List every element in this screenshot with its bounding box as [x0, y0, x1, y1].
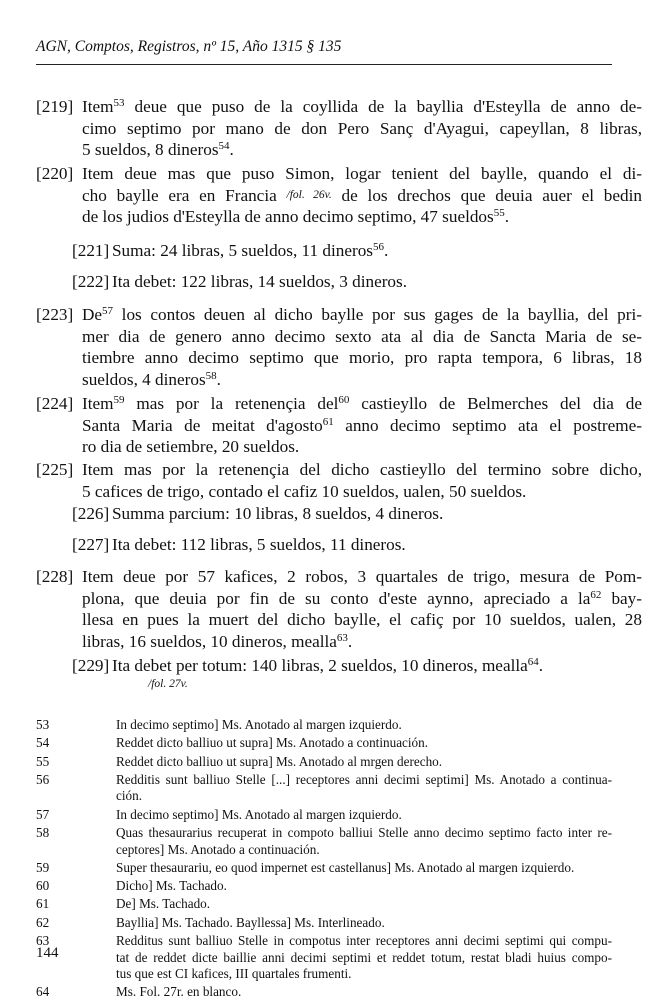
footnote-text [116, 825, 612, 858]
text-run: Item deue mas que puso Simon, logar tenient del baylle, quando el di- [82, 164, 642, 183]
text-run: Summa parcium: 10 libras, 8 sueldos, 4 dineros. [112, 504, 444, 523]
footnote-line: Dicho] Ms. Tachado. [116, 878, 227, 894]
footnote-line: In decimo septimo] Ms. Anotado al margen izquierdo. [116, 717, 402, 732]
footnote [36, 717, 612, 734]
footnote-ref: 57 [102, 305, 114, 317]
entry-text [112, 271, 642, 293]
footnote-number: 63 [36, 933, 50, 948]
entry-text [82, 459, 642, 502]
text-run: cho baylle era en Francia [82, 185, 287, 205]
entry-text [82, 96, 642, 161]
text-run: llesa en pues la muert del dicho baylle, el cafiç por 10 sueldos, ualen, 28 [82, 610, 642, 629]
text-line [82, 326, 642, 348]
text-run: tiembre anno decimo septimo que morio, pro rapta tempora, 6 libras, 18 [82, 348, 642, 367]
footnote-number: 55 [36, 753, 50, 769]
footnote-line: Super thesaurariu, eo quod impernet est castellanus] Ms. Anotado al margen izquierdo. [116, 859, 575, 875]
entry-text [82, 304, 642, 390]
footnote-text [116, 860, 612, 877]
footnote [36, 933, 612, 983]
footnote-text [116, 878, 612, 895]
footnote-line: Bayllia] Ms. Tachado. Bayllessa] Ms. Interlineado. [116, 914, 385, 930]
entry-number: [222] [72, 272, 110, 291]
footnote-text [116, 754, 612, 771]
entry-number: [219] [36, 97, 74, 116]
footnote [36, 735, 612, 752]
text-line [82, 118, 642, 140]
footnote-line: De] Ms. Tachado. [116, 896, 211, 912]
footnote-line: ción. [116, 788, 143, 804]
text-line [82, 163, 642, 185]
footnote-number: 62 [36, 914, 50, 930]
footnote-line: In decimo septimo] Ms. Anotado al margen izquierdo. [116, 806, 402, 822]
text-line [82, 436, 642, 458]
text-run: Item deue por 57 kafices, 2 robos, 3 quartales de trigo, mesura de Pom- [82, 567, 642, 586]
footnote-line: Quas thesaurarius recuperat in compoto balliui Stelle anno decimo septimo facto inter re- [116, 825, 612, 840]
text-run: . [383, 241, 389, 260]
text-line [82, 304, 642, 326]
text-line [82, 415, 642, 437]
footnote-text [116, 915, 612, 932]
entry-number: [225] [36, 460, 74, 479]
text-line [82, 393, 642, 415]
entry-number: [221] [72, 241, 110, 260]
footnote-number: 54 [36, 735, 50, 751]
footnote-ref: 53 [113, 97, 125, 109]
folio-marker: /fol. 27v. [148, 678, 188, 690]
text-run: 5 cafices de trigo, contado el cafiz 10 sueldos, ualen, 50 sueldos. [82, 481, 527, 501]
footnote-number: 56 [36, 771, 50, 787]
footnote [36, 878, 612, 895]
footnote-line: tat de reddet dicte baillie anni decimi septimi et reddet totum, restat bladi huius compo- [116, 949, 612, 965]
text-run: . [538, 656, 544, 675]
text-line [82, 631, 642, 653]
footnote-line: Reddet dicto balliuo ut supra] Ms. Anotado a continuación. [116, 735, 429, 751]
text-line [82, 609, 642, 631]
entry-number: [220] [36, 164, 74, 183]
footnote-ref: 62 [590, 588, 602, 601]
running-head: AGN, Comptos, Registros, nº 15, Año 1315 § 135 [36, 38, 342, 55]
text-run: anno decimo septimo ata el postreme- [333, 415, 642, 435]
footnote-ref: 58 [205, 369, 217, 382]
footnotes [36, 717, 612, 1003]
footnote [36, 772, 612, 805]
entry-number: [229] [72, 656, 110, 675]
footnote-text [116, 933, 612, 983]
entry-number: [228] [36, 567, 74, 586]
text-line [112, 655, 642, 677]
footnote [36, 984, 612, 1001]
text-run: de los drechos que deuia auer el bedin [331, 185, 642, 205]
footnote-text [116, 717, 612, 734]
footnote-line: Redditis sunt balliuo Stelle [...] receptores anni decimi septimi] Ms. Anotado a continua- [116, 771, 612, 787]
text-run: libras, 16 sueldos, 10 dineros, mealla [82, 631, 337, 651]
text-line [82, 369, 642, 391]
text-line [82, 481, 642, 503]
text-run: . [504, 207, 510, 226]
entry-text [112, 655, 642, 677]
text-run: De [82, 305, 103, 324]
text-line [112, 534, 642, 556]
footnote-number: 64 [36, 984, 50, 1000]
footnote-text [116, 735, 612, 752]
footnote [36, 825, 612, 858]
text-run: de los judios d'Esteylla de anno decimo septimo, 47 sueldos [82, 207, 494, 226]
text-run: bay- [601, 588, 642, 608]
entry-text [112, 534, 642, 556]
text-line [82, 588, 642, 610]
entry-text [82, 393, 642, 458]
entry-text [112, 240, 642, 262]
footnote-ref: 59 [113, 394, 125, 406]
footnote-ref: 60 [338, 394, 350, 406]
text-run: mer dia de genero anno decimo sexto ata al dia de Sancta Maria de se- [82, 326, 642, 346]
footnote-text [116, 896, 612, 913]
entry-number: [224] [36, 394, 74, 413]
text-line [112, 503, 642, 525]
text-run: los contos deuen al dicho baylle por sus gages de la bayllia, del pri- [113, 305, 642, 324]
text-run: castieyllo de Belmerches del dia de [349, 394, 642, 413]
footnote-number: 58 [36, 825, 50, 840]
footnote-line: Redditus sunt balliuo Stelle in compotus inter receptores anni decimi septimi qui compu- [116, 933, 612, 948]
footnote-ref: 61 [322, 415, 334, 428]
text-line [112, 271, 642, 293]
footnote [36, 860, 612, 877]
footnote-number: 61 [36, 896, 50, 912]
header-rule [36, 64, 612, 65]
footnote-number: 60 [36, 878, 50, 894]
footnote-text [116, 984, 612, 1001]
text-line [82, 347, 642, 369]
text-line [112, 240, 642, 262]
text-run: Ita debet: 122 libras, 14 sueldos, 3 dineros. [112, 272, 407, 291]
text-run: . [347, 631, 353, 651]
footnote-ref: 64 [527, 656, 539, 668]
footnote-number: 53 [36, 717, 50, 732]
text-run: Suma: 24 libras, 5 sueldos, 11 dineros [112, 241, 373, 260]
footnote-text [116, 772, 612, 805]
footnote-line: tus que est CI kafices, III quartales frumenti. [116, 966, 352, 982]
footnote-ref: 63 [336, 631, 348, 644]
text-run: deue que puso de la coyllida de la bayllia d'Esteylla de anno de- [124, 97, 642, 116]
entry-text [112, 503, 642, 525]
footnote [36, 896, 612, 913]
footnote-number: 59 [36, 859, 50, 875]
text-line [82, 566, 642, 588]
footnote-ref: 55 [493, 207, 505, 219]
entry-number: [223] [36, 305, 74, 324]
text-run: sueldos, 4 dineros [82, 369, 206, 389]
text-run: Item mas por la retenençia del dicho castieyllo del termino sobre dicho, [82, 460, 642, 479]
text-run: Ita debet: 112 libras, 5 sueldos, 11 dineros. [112, 535, 406, 554]
entry-text [82, 566, 642, 652]
text-line [82, 96, 642, 118]
text-line [82, 206, 642, 228]
text-run: ro dia de setiembre, 20 sueldos. [82, 437, 300, 456]
text-run: . [229, 140, 234, 159]
footnote [36, 754, 612, 771]
folio-marker: /fol. 26v. [286, 188, 332, 201]
text-run: Ita debet per totum: 140 libras, 2 sueldos, 10 dineros, mealla [112, 656, 528, 675]
text-line [82, 459, 642, 481]
footnote-ref: 54 [218, 140, 230, 152]
text-run: Santa Maria de meitat d'agosto [82, 415, 323, 435]
footnote-line: Reddet dicto balliuo ut supra] Ms. Anotado al mrgen derecho. [116, 753, 443, 769]
text-run: 5 sueldos, 8 dineros [82, 140, 219, 159]
text-run: Item [82, 97, 114, 116]
text-run: plona, que deuia por fin de su conto d'este aynno, apreciado a la [82, 588, 591, 608]
text-run: mas por la retenençia del [124, 394, 339, 413]
text-run: cimo septimo por mano de don Pero Sanç d'Ayagui, capeyllan, 8 libras, [82, 118, 642, 138]
footnote-text [116, 807, 612, 824]
footnote-ref: 56 [372, 241, 384, 253]
entry-number: [226] [72, 504, 110, 523]
footnote-number: 57 [36, 806, 50, 822]
entry-number: [227] [72, 535, 110, 554]
footnote [36, 807, 612, 824]
text-run: . [216, 369, 221, 389]
footnote-line: Ms. Fol. 27r. en blanco. [116, 984, 242, 1000]
text-run: Item [82, 394, 114, 413]
text-line [82, 185, 642, 207]
entry-text [82, 163, 642, 228]
text-line [82, 139, 642, 161]
page-number: 144 [36, 945, 59, 961]
footnote-line: ceptores] Ms. Anotado a continuación. [116, 841, 320, 857]
footnote [36, 915, 612, 932]
